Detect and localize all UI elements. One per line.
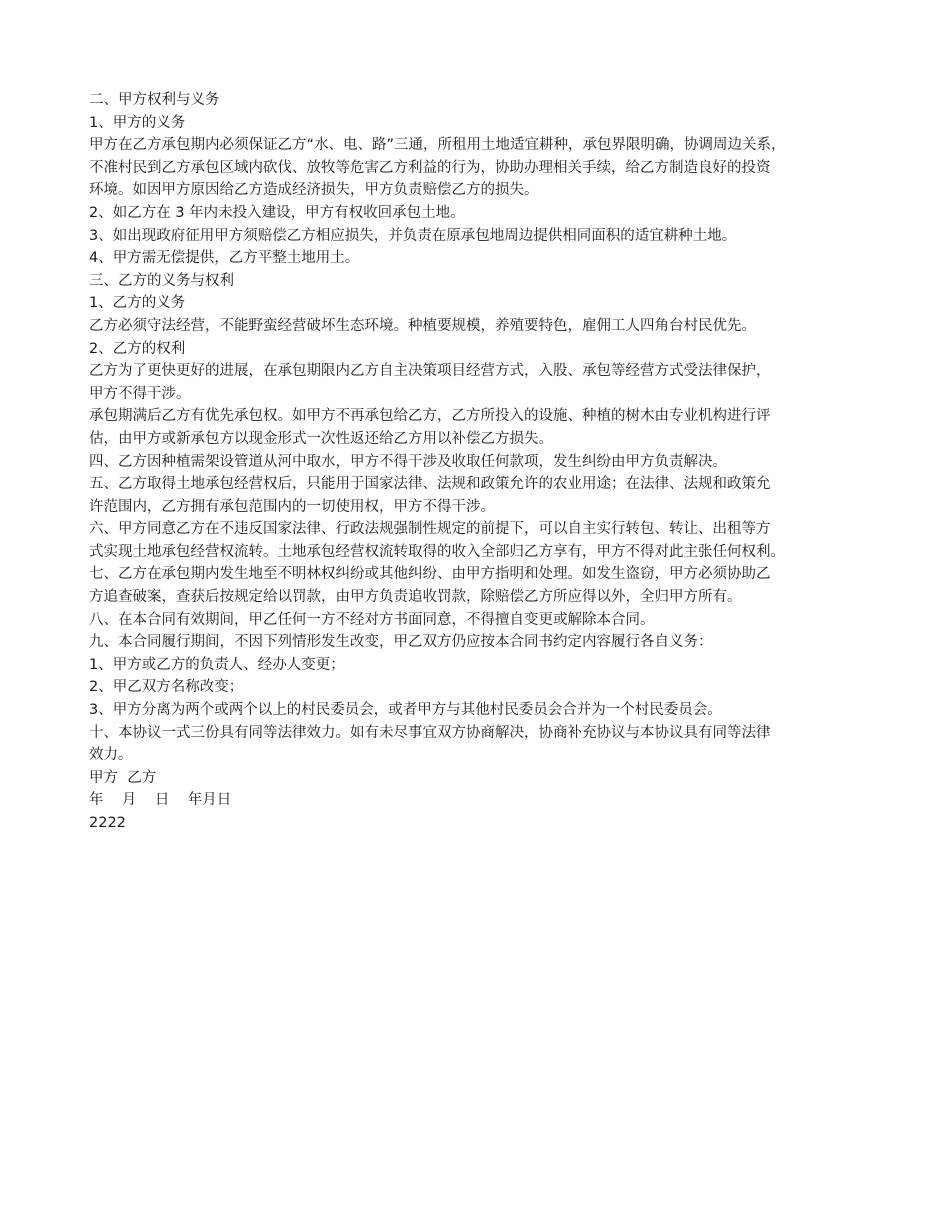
clause-seven: 七、乙方在承包期内发生地至不明林权纠纷或其他纠纷、由甲方指明和处理。如发生盗窃，甲方必须协助乙	[89, 566, 771, 583]
subheading-party-a-obligations: 1、甲方的义务	[89, 114, 186, 131]
paragraph-line: 乙方为了更快更好的进展，在承包期限内乙方自主决策项目经营方式，入股、承包等经营方式受法律保护，	[89, 363, 771, 380]
footer-number: 2222	[89, 815, 126, 831]
paragraph-line: 乙方必须守法经营，不能野蛮经营破坏生态环境。种植要规模，养殖要特色，雇佣工人四角台村民优先。	[89, 317, 756, 334]
paragraph-line: 不准村民到乙方承包区域内砍伐、放牧等危害乙方利益的行为，协助办理相关手续，给乙方制造良好的投资	[89, 159, 771, 176]
document-body	[89, 89, 879, 835]
clause-item: 4、甲方需无偿提供，乙方平整土地用土。	[89, 250, 360, 267]
subheading-party-b-rights: 2、乙方的权利	[89, 340, 186, 357]
paragraph-line: 式实现土地承包经营权流转。土地承包经营权流转取得的收入全部归乙方享有，甲方不得对此主张任何权利。	[89, 543, 785, 560]
paragraph-line: 方追查破案，查获后按规定给以罚款，由甲方负责追收罚款，除赔偿乙方所应得以外，全归甲方所有。	[89, 589, 742, 606]
clause-five: 五、乙方取得土地承包经营权后，只能用于国家法律、法规和政策允许的农业用途；在法律、法规和政策允	[89, 476, 771, 493]
clause-item: 2、如乙方在 3 年内未投入建设，甲方有权收回承包土地。	[89, 204, 465, 221]
paragraph-line: 承包期满后乙方有优先承包权。如甲方不再承包给乙方，乙方所投入的设施、种植的树木由专业机构进行评	[89, 408, 771, 425]
paragraph-line: 甲方不得干涉。	[89, 385, 191, 402]
paragraph-line: 环境。如因甲方原因给乙方造成经济损失，甲方负责赔偿乙方的损失。	[89, 182, 539, 199]
section-heading-party-a-rights: 二、甲方权利与义务	[89, 92, 220, 108]
section-heading-party-b-obligations: 三、乙方的义务与权利	[89, 272, 234, 289]
paragraph-line: 效力。	[89, 747, 133, 764]
clause-nine: 九、本合同履行期间，不因下列情形发生改变，甲乙双方仍应按本合同书约定内容履行各自义务：	[89, 634, 713, 651]
paragraph-line: 甲方在乙方承包期内必须保证乙方“水、电、路”三通，所租用土地适宜耕种，承包界限明确，协调周边关系，	[89, 137, 786, 154]
clause-item: 2、甲乙双方名称改变；	[89, 679, 244, 696]
subheading-party-b-obligations: 1、乙方的义务	[89, 295, 186, 312]
clause-item: 1、甲方或乙方的负责人、经办人变更；	[89, 656, 345, 673]
paragraph-line: 估，由甲方或新承包方以现金形式一次性返还给乙方用以补偿乙方损失。	[89, 430, 553, 447]
clause-item: 3、如出现政府征用甲方须赔偿乙方相应损失，并负责在原承包地周边提供相同面积的适宜耕种土地。	[89, 227, 737, 244]
signature-date: 年 月 日 年月日	[89, 792, 232, 809]
clause-item: 3、甲方分离为两个或两个以上的村民委员会，或者甲方与其他村民委员会合并为一个村民委员会。	[89, 702, 722, 719]
signature-parties: 甲方 乙方	[89, 769, 157, 786]
paragraph-line: 许范围内，乙方拥有承包范围内的一切使用权，甲方不得干涉。	[89, 498, 495, 515]
clause-ten: 十、本协议一式三份具有同等法律效力。如有未尽事宜双方协商解决，协商补充协议与本协议具有同等法律	[89, 724, 771, 741]
clause-eight: 八、在本合同有效期间，甲乙任何一方不经对方书面同意，不得擅自变更或解除本合同。	[89, 611, 655, 628]
clause-six: 六、甲方同意乙方在不违反国家法律、行政法规强制性规定的前提下，可以自主实行转包、转让、出租等方	[89, 521, 771, 538]
clause-four: 四、乙方因种植需架设管道从河中取水，甲方不得干涉及收取任何款项，发生纠纷由甲方负责解决。	[89, 453, 727, 470]
